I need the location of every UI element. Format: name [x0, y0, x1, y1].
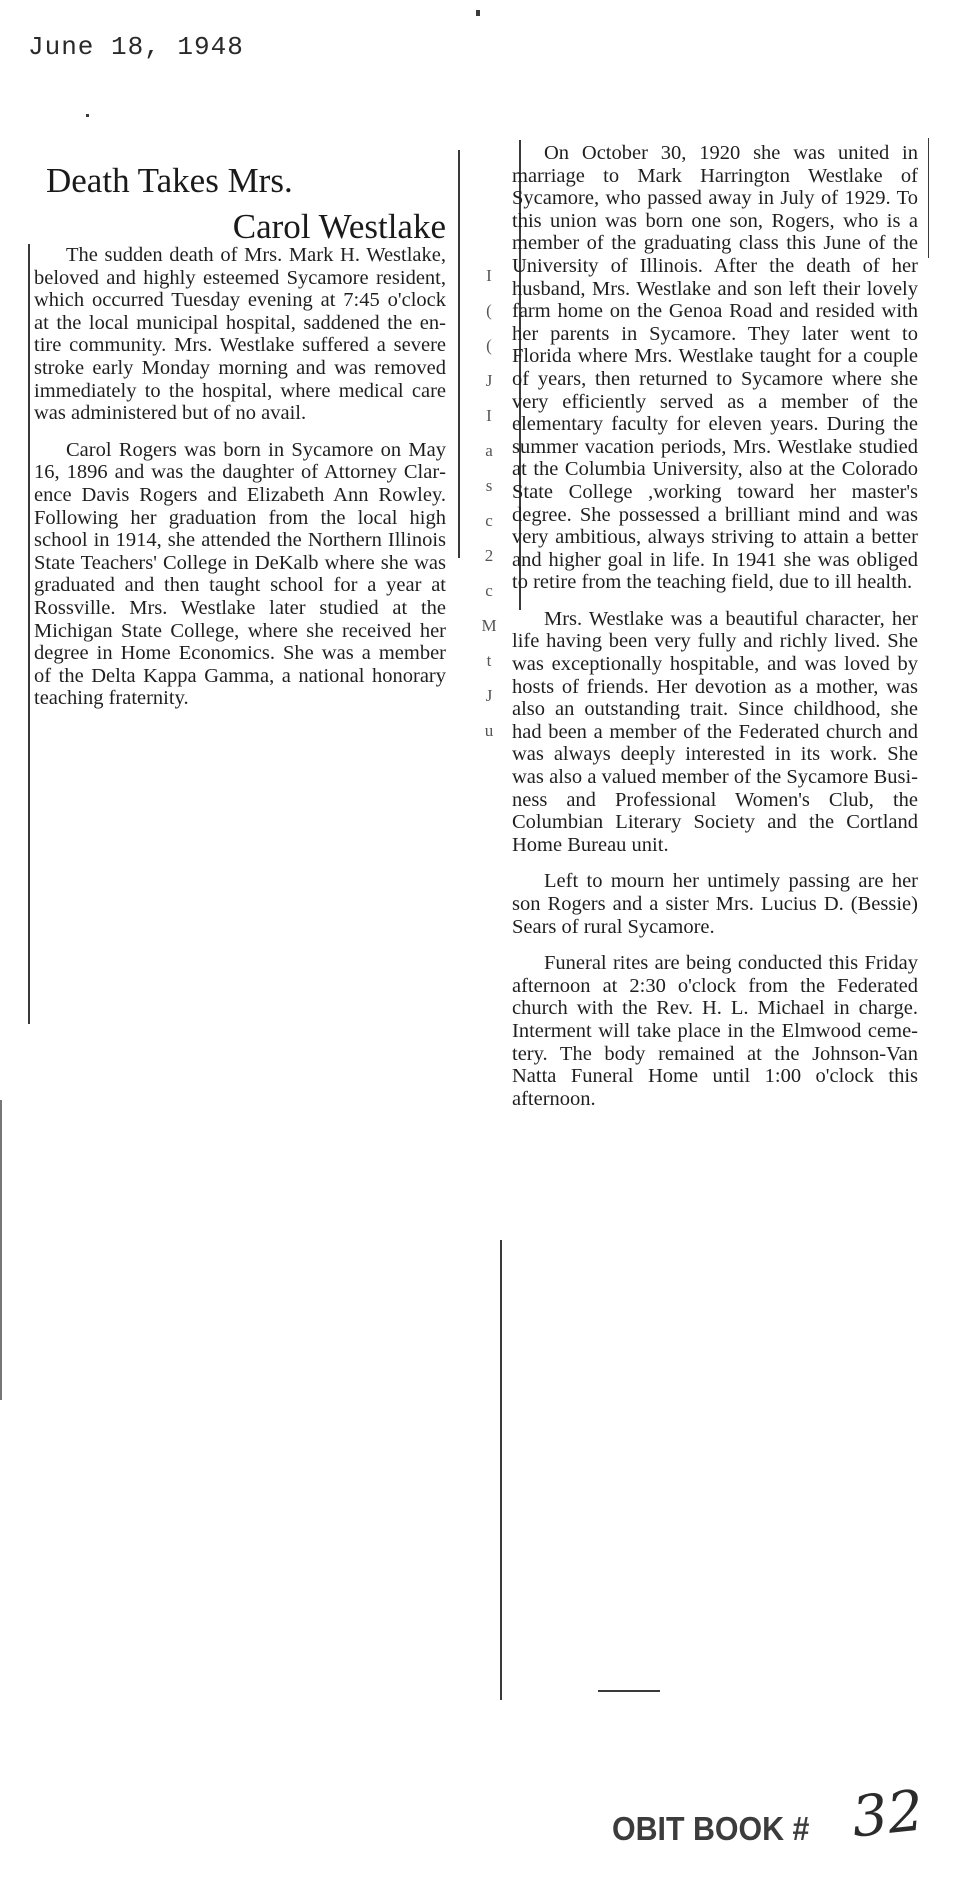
obit-book-number: 32 [848, 1778, 927, 1851]
gutter-fragment: M [481, 616, 497, 635]
gutter-fragment: t [486, 651, 492, 670]
gutter-fragment: ( [486, 301, 492, 320]
gutter-fragment: ( [486, 336, 492, 355]
page-edge-mark [0, 1100, 2, 1400]
paragraph-5: Left to mourn her untimely passing are her son Rogers and a sister Mrs. Lucius D. (Bessie) Sears of rural Sycamore. [512, 870, 918, 938]
adjacent-column-fragments [478, 258, 500, 748]
clipping-date: June 18, 1948 [28, 32, 244, 62]
gutter-fragment: u [484, 721, 494, 740]
paragraph-2: Carol Rogers was born in Sycamore on May 16, 1896 and was the daughter of Attorney Clarence Davis Rogers and Elizabeth Ann Rowley. Following her graduation from the local high school in 1914, she attended the Northern Illinois State Teachers' College in DeKalb where she was graduated and then taught school for a year at Rossville. Mrs. Westlake later studied at the Michigan State College, where she received her degree in Home Economics. She was a member of the Delta Kappa Gamma, a national honorary teaching fraternity. [34, 438, 446, 710]
left-column-rule [28, 244, 30, 1024]
paragraph-3: On October 30, 1920 she was united in marriage to Mark Harrington Westlake of Sycamore, who passed away in July of 1929. To this union was born one son, Rogers, who is a member of the graduating class this June of the University of Illinois. After the death of her husband, Mrs. Westlake and son left their lovely farm home on the Genoa Road and resided with her parents in Sycamore. They later went to Florida where Mrs. Westlake taught for a couple of years, then returned to Sycamore where she very efficiently served as a member of the elementary faculty for eleven years. During the summer vacation periods, Mrs. Westlake studied at the Columbia University, also at the Colorado State College ,working toward her master's degree. She possessed a brilliant mind and was very ambitious, always striving to attain a better and higher goal in life. In 1941 she was obliged to retire from the teaching field, due to ill health. [512, 142, 918, 594]
right-edge-rule [928, 138, 929, 258]
paragraph-1: The sudden death of Mrs. Mark H. Westlake, beloved and highly esteemed Sycamore resident, which occurred Tuesday evening at 7:45 o'clock at the local municipal hospital, saddened the entire community. Mrs. Westlake suffered a severe stroke early Monday morning and was removed immediately to the hospital, where medical care was administered but of no avail. [34, 244, 446, 425]
gutter-fragment: 2 [484, 546, 494, 565]
scan-dot [86, 114, 89, 117]
gutter-fragment: J [485, 371, 493, 390]
gutter-fragment: s [485, 476, 493, 495]
paragraph-4: Mrs. Westlake was a beautiful character, her life having been very fully and richly lived. She was exceptionally hospitable, and was loved by hosts of friends. Her devotion as a mother, was also an outstanding trait. Since childhood, she had been a member of the Federated church and was always deeply interested in its work. She was also a valued member of the Sycamore Business and Professional Women's Club, the Columbian Literary Society and the Cortland Home Bureau unit. [512, 607, 918, 856]
gutter-fragment: J [485, 686, 493, 705]
gutter-fragment: c [485, 581, 493, 600]
gutter-fragment: I [486, 406, 492, 425]
obit-book-stamp: OBIT BOOK # [612, 1810, 810, 1847]
gutter-fragment: a [485, 441, 493, 460]
gutter-fragment: c [485, 511, 493, 530]
left-column [34, 244, 446, 724]
paragraph-6: Funeral rites are being conducted this Friday afternoon at 2:30 o'clock from the Federated church with the Rev. H. L. Michael in charge. Interment will take place in the Elmwood cemetery. The body remained at the Johnson-Van Natta Funeral Home until 1:00 o'clock this afternoon. [512, 952, 918, 1110]
right-column [512, 142, 918, 1124]
scan-mark [476, 10, 480, 16]
article-end-rule [598, 1690, 660, 1692]
right-column-bottom-rule [500, 1240, 502, 1700]
headline [42, 158, 452, 250]
gutter-fragment: I [486, 266, 492, 285]
headline-line-1: Death Takes Mrs. [46, 161, 293, 200]
headline-column-rule [458, 150, 460, 558]
headline-line-2: Carol Westlake [232, 207, 446, 246]
